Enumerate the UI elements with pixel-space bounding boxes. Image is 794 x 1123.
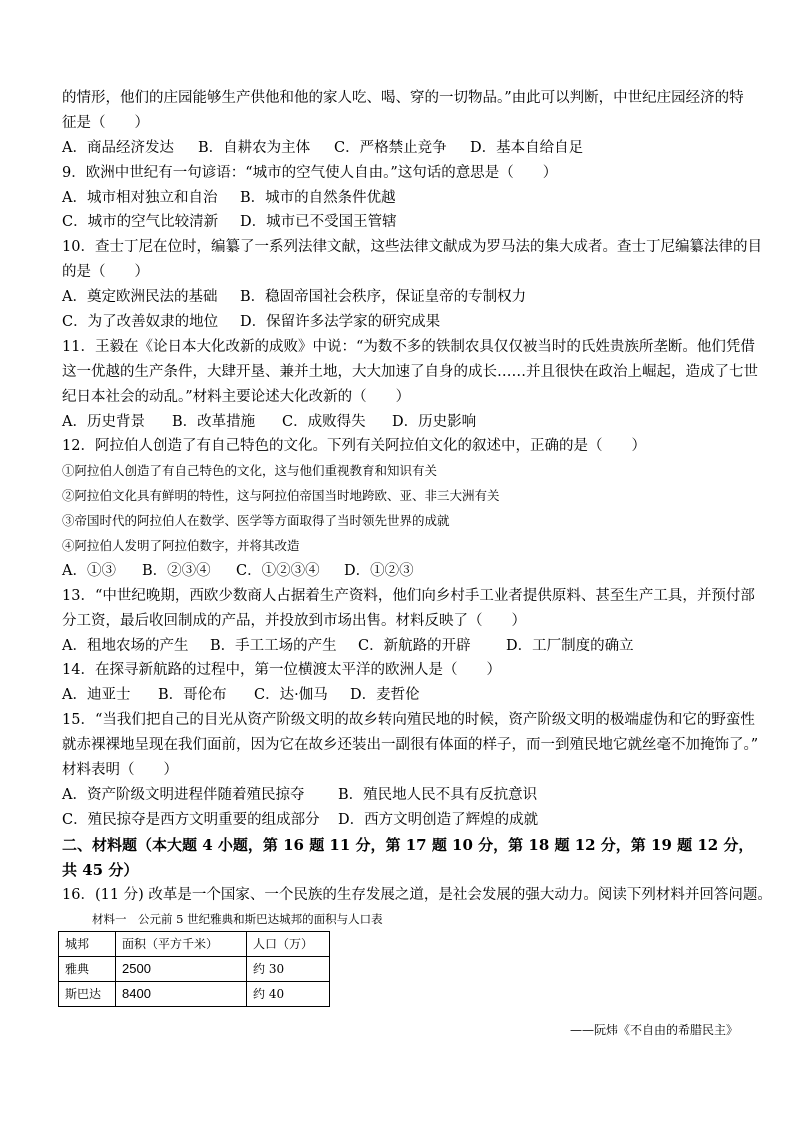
- q9-option-a: A．城市相对独立和自治: [62, 189, 218, 206]
- material-1-caption: 材料一 公元前 5 世纪雅典和斯巴达城邦的面积与人口表: [92, 911, 383, 926]
- q8-options: [62, 136, 738, 161]
- q11-option-b: B．改革措施: [172, 413, 256, 430]
- table-row: [59, 956, 330, 981]
- q12-option-c: C．①②③④: [236, 562, 320, 579]
- q13-option-a: A．租地农场的产生: [62, 637, 189, 654]
- q15-options-row1: [62, 783, 738, 808]
- q10-stem-line1: 10．查士丁尼在位时，编纂了一系列法律文献，这些法律文献成为罗马法的集大成者。查士丁尼编纂法律的目: [62, 239, 762, 256]
- q8-option-a: A．商品经济发达: [62, 139, 174, 156]
- q11-option-a: A．历史背景: [62, 413, 145, 430]
- q8-stem-line2: 征是（ ）: [62, 114, 149, 131]
- q14-option-d: D．麦哲伦: [350, 687, 420, 704]
- q9-option-d: D．城市已不受国王管辖: [240, 214, 397, 231]
- table-cell: 2500: [116, 956, 247, 981]
- q10-option-b: B．稳固帝国社会秩序，保证皇帝的专制权力: [240, 289, 527, 306]
- q12-stem: 12．阿拉伯人创造了有自己特色的文化。下列有关阿拉伯文化的叙述中，正确的是（ ）: [62, 438, 646, 455]
- q12-option-d: D．①②③: [344, 562, 414, 579]
- q15-stem-line2: 就赤裸裸地呈现在我们面前，因为它在故乡还装出一副很有体面的样子，而一到殖民地它就丝毫不加掩饰了。”: [62, 737, 759, 754]
- q12-options: [62, 559, 738, 584]
- city-state-table: [58, 931, 330, 1007]
- exam-page: [62, 86, 772, 1038]
- table-row: [59, 981, 330, 1006]
- q16-stem: 16．(11 分) 改革是一个国家、一个民族的生存发展之道，是社会发展的强大动力。阅读下列材料并回答问题。: [62, 886, 772, 903]
- q11-stem-line3: 纪日本社会的动乱。”材料主要论述大化改新的（ ）: [62, 388, 411, 405]
- q11-option-d: D．历史影响: [392, 413, 477, 430]
- q10-option-c: C．为了改善奴隶的地位: [62, 314, 219, 331]
- q12-item-2: ②阿拉伯文化具有鲜明的特性，这与阿拉伯帝国当时地跨欧、亚、非三大洲有关: [62, 488, 500, 504]
- q13-option-c: C．新航路的开辟: [358, 637, 471, 654]
- q10-options-row1: [62, 285, 738, 310]
- table-header-cell: 城邦: [59, 931, 116, 956]
- q12-item-3: ③帝国时代的阿拉伯人在数学、医学等方面取得了当时领先世界的成就: [62, 513, 450, 529]
- q15-option-b: B．殖民地人民不具有反抗意识: [338, 786, 538, 803]
- q11-stem-line2: 这一优越的生产条件，大肆开垦、兼并土地，大大加速了自身的成长……并且很快在政治上崛起，造成了七世: [62, 363, 758, 380]
- q13-option-b: B．手工工场的产生: [210, 637, 337, 654]
- q14-option-b: B．哥伦布: [158, 687, 227, 704]
- q11-options: [62, 410, 738, 435]
- q14-option-c: C．达·伽马: [254, 687, 328, 704]
- q10-options-row2: [62, 310, 738, 335]
- q15-option-d: D．西方文明创造了辉煌的成就: [338, 811, 539, 828]
- q12-option-b: B．②③④: [142, 562, 211, 579]
- q9-options-row2: [62, 210, 738, 235]
- q8-stem-line1: 的情形，他们的庄园能够生产供他和他的家人吃、喝、穿的一切物品。”由此可以判断，中世纪庄园经济的特: [62, 90, 744, 106]
- q14-option-a: A．迪亚士: [62, 687, 131, 704]
- q14-stem: 14．在探寻新航路的过程中，第一位横渡太平洋的欧洲人是（ ）: [62, 662, 501, 679]
- q13-options: [62, 634, 738, 659]
- q15-option-c: C．殖民掠夺是西方文明重要的组成部分: [62, 811, 320, 828]
- table-cell: 斯巴达: [59, 981, 116, 1006]
- q15-stem-line1: 15．“当我们把自己的目光从资产阶级文明的故乡转向殖民地的时候，资产阶级文明的极端虚伪和它的野蛮性: [62, 712, 755, 729]
- section-2-heading-line2: 共 45 分）: [62, 860, 139, 879]
- q8-option-d: D．基本自给自足: [470, 139, 584, 156]
- q10-stem-line2: 的是（ ）: [62, 264, 149, 281]
- q9-stem: 9．欧洲中世纪有一句谚语：“城市的空气使人自由。”这句话的意思是（ ）: [62, 164, 558, 181]
- q15-option-a: A．资产阶级文明进程伴随着殖民掠夺: [62, 786, 305, 803]
- q15-options-row2: [62, 808, 738, 833]
- q10-option-d: D．保留许多法学家的研究成果: [240, 314, 441, 331]
- q12-item-1: ①阿拉伯人创造了有自己特色的文化，这与他们重视教育和知识有关: [62, 463, 438, 479]
- table-cell: 雅典: [59, 956, 116, 981]
- q8-option-b: B．自耕农为主体: [198, 139, 311, 156]
- section-2-heading-line1: 二、材料题（本大题 4 小题，第 16 题 11 分，第 17 题 10 分，第 18 题 12 分，第 19 题 12 分，: [62, 835, 754, 854]
- q13-stem-line2: 分工资，最后收回制成的产品，并投放到市场出售。材料反映了（ ）: [62, 612, 526, 629]
- table-header-cell: 面积（平方千米）: [116, 931, 247, 956]
- q14-options: [62, 683, 738, 708]
- q12-item-4: ④阿拉伯人发明了阿拉伯数字，并将其改造: [62, 538, 300, 554]
- table-cell: 约 30: [247, 956, 330, 981]
- q9-option-b: B．城市的自然条件优越: [240, 189, 396, 206]
- q12-option-a: A．①③: [62, 562, 116, 579]
- table-cell: 8400: [116, 981, 247, 1006]
- q11-option-c: C．成败得失: [282, 413, 366, 430]
- q8-option-c: C．严格禁止竞争: [334, 139, 447, 156]
- q9-options-row1: [62, 186, 738, 211]
- q10-option-a: A．奠定欧洲民法的基础: [62, 289, 218, 306]
- q13-stem-line1: 13．“中世纪晚期，西欧少数商人占据着生产资料，他们向乡村手工业者提供原料、甚至生产工具，并预付部: [62, 587, 755, 604]
- q15-stem-line3: 材料表明（ ）: [62, 762, 178, 779]
- table-header-row: [59, 931, 330, 956]
- table-header-cell: 人口（万）: [247, 931, 330, 956]
- table-cell: 约 40: [247, 981, 330, 1006]
- q9-option-c: C．城市的空气比较清新: [62, 214, 219, 231]
- q13-option-d: D．工厂制度的确立: [506, 637, 634, 654]
- material-source: ——阮炜《不自由的希腊民主》: [569, 1022, 738, 1037]
- q11-stem-line1: 11．王毅在《论日本大化改新的成败》中说：“为数不多的铁制农具仅仅被当时的氏姓贵族所垄断。他们凭借: [62, 338, 755, 355]
